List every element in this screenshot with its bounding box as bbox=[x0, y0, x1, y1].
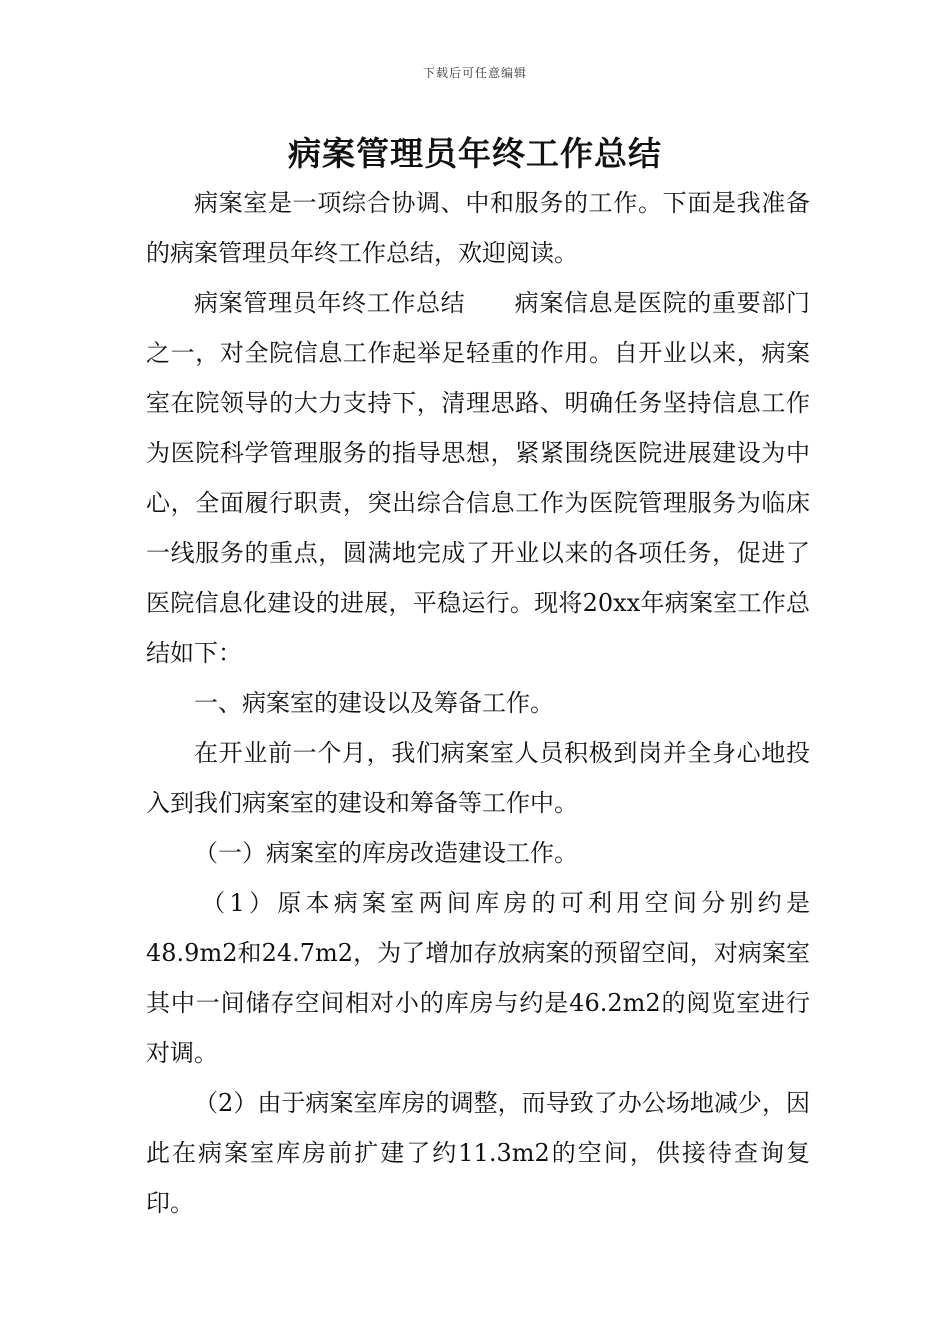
section-heading-1: 一、病案室的建设以及筹备工作。 bbox=[194, 689, 554, 717]
paragraph-preparation: 在开业前一个月，我们病案室人员积极到岗并全身心地投入到我们病案室的建设和筹备等工作中。 bbox=[146, 739, 810, 817]
list-item-1: （1）原本病案室两间库房的可利用空间分别约是48.9m2和24.7m2，为了增加存放病案的预留空间，对病案室其中一间储存空间相对小的库房与约是46.2m2的阅览室进行对调。 bbox=[146, 889, 810, 1067]
paragraph-intro: 病案室是一项综合协调、中和服务的工作。下面是我准备的病案管理员年终工作总结，欢迎阅读。 bbox=[146, 189, 810, 267]
paragraph-summary: 病案管理员年终工作总结 病案信息是医院的重要部门之一，对全院信息工作起举足轻重的作用。自开业以来，病案室在院领导的大力支持下，清理思路、明确任务坚持信息工作为医院科学管理服务的指导思想，紧紧围绕医院进展建设为中心，全面履行职责，突出综合信息工作为医院管理服务为临床一线服务的重点，圆满地完成了开业以来的各项任务，促进了医院信息化建设的进展，平稳运行。现将20xx年病案室工作总结如下： bbox=[146, 289, 810, 667]
subsection-heading-1: （一）病案室的库房改造建设工作。 bbox=[194, 839, 578, 867]
document-title: 病案管理员年终工作总结 bbox=[288, 134, 662, 173]
list-item-2: （2）由于病案室库房的调整，而导致了办公场地减少，因此在病案室库房前扩建了约11.3m2的空间，供接待查询复印。 bbox=[146, 1089, 810, 1217]
document-body bbox=[146, 178, 810, 1228]
header-note: 下载后可任意编辑 bbox=[422, 66, 527, 80]
